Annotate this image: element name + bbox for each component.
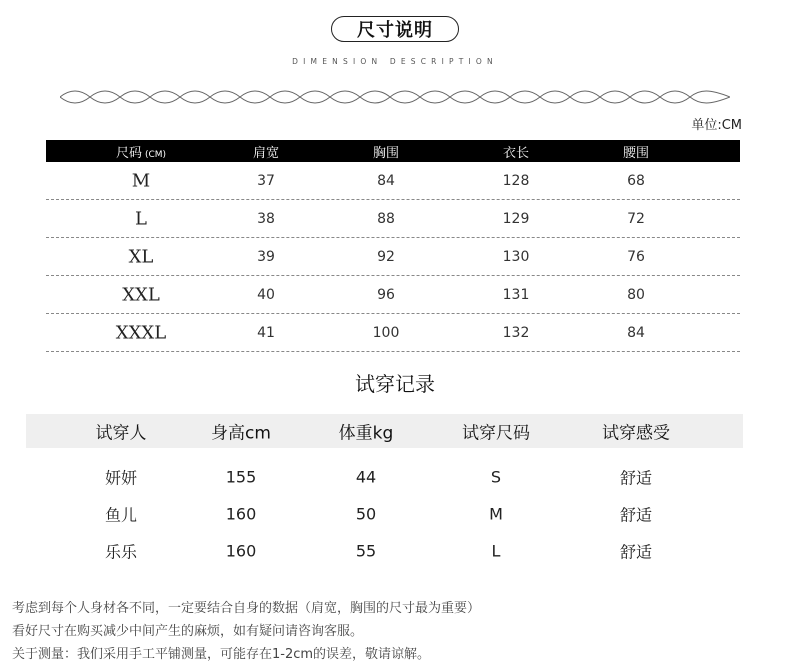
size-table [46, 140, 740, 352]
header-size [86, 142, 196, 161]
cell-waist: 68 [627, 172, 645, 189]
fitting-title: 试穿记录 [355, 372, 435, 396]
fitting-table-row [26, 462, 743, 492]
header-size-unit: (CM) [144, 149, 167, 160]
cell-weight: 44 [355, 467, 377, 487]
cell-chest: 100 [372, 324, 400, 341]
note-line-2: 看好尺寸在购买减少中间产生的麻烦，如有疑问请咨询客服。 [12, 624, 364, 639]
header-chest: 胸围 [372, 145, 399, 161]
cell-shoulder: 39 [257, 248, 275, 265]
note-line-1: 考虑到每个人身材各不同，一定要结合自身的数据（肩宽，胸围的尺寸最为重要） [12, 601, 481, 616]
header-shoulder: 肩宽 [252, 145, 279, 161]
header-weight: 体重kg [338, 423, 394, 444]
size-table-row [46, 238, 740, 276]
cell-shoulder: 37 [257, 172, 275, 189]
cell-height: 160 [225, 504, 257, 524]
cell-size: XXXL [115, 322, 167, 343]
cell-waist: 72 [627, 210, 645, 227]
header-size-label: 尺码 [115, 145, 142, 161]
cell-feeling: 舒适 [619, 542, 652, 562]
header-feeling: 试穿感受 [602, 423, 670, 444]
cell-size: L [135, 208, 147, 229]
cell-tester: 妍妍 [104, 468, 137, 488]
cell-height: 160 [225, 541, 257, 561]
cell-waist: 80 [627, 286, 645, 303]
size-table-row [46, 314, 740, 352]
cell-chest: 96 [377, 286, 395, 303]
page-title [331, 16, 459, 42]
cell-tester: 乐乐 [104, 542, 137, 562]
cell-chest: 84 [377, 172, 395, 189]
cell-length: 132 [502, 324, 530, 341]
cell-height: 155 [225, 467, 257, 487]
cell-fit-size: S [490, 467, 502, 487]
cell-chest: 88 [377, 210, 395, 227]
size-table-row [46, 162, 740, 200]
cell-size: XXL [122, 284, 160, 305]
cell-size: M [131, 170, 151, 191]
cell-shoulder: 41 [257, 324, 275, 341]
note-line-3: 关于测量：我们采用手工平铺测量，可能存在1-2cm的误差，敬请谅解。 [12, 647, 431, 662]
fitting-table-header [26, 414, 743, 448]
unit-label: 单位:CM [691, 118, 742, 133]
header-fit-size: 试穿尺码 [462, 423, 530, 444]
cell-shoulder: 38 [257, 210, 275, 227]
cell-shoulder: 40 [257, 286, 275, 303]
cell-weight: 55 [355, 541, 377, 561]
cell-feeling: 舒适 [619, 468, 652, 488]
fitting-table-row [26, 499, 743, 529]
cell-length: 130 [502, 248, 530, 265]
header-height: 身高cm [211, 423, 271, 444]
size-table-row [46, 200, 740, 238]
cell-length: 128 [502, 172, 530, 189]
cell-feeling: 舒适 [619, 505, 652, 525]
cell-waist: 76 [627, 248, 645, 265]
page-title-text: 尺寸说明 [357, 20, 433, 41]
header-length: 衣长 [502, 145, 529, 161]
cell-length: 129 [502, 210, 530, 227]
size-table-header [46, 140, 740, 162]
fitting-table-row [26, 536, 743, 566]
cell-tester: 鱼儿 [104, 505, 137, 525]
size-table-row [46, 276, 740, 314]
cell-fit-size: L [491, 541, 501, 561]
cell-fit-size: M [489, 504, 503, 524]
header-tester: 试穿人 [95, 423, 147, 444]
cell-chest: 92 [377, 248, 395, 265]
cell-waist: 84 [627, 324, 645, 341]
decorative-chain-divider [60, 89, 730, 105]
cell-size: XL [128, 246, 154, 267]
cell-length: 131 [502, 286, 530, 303]
cell-weight: 50 [355, 504, 377, 524]
page-subtitle: DIMENSION DESCRIPTION [292, 57, 498, 66]
header-waist: 腰围 [622, 145, 649, 161]
